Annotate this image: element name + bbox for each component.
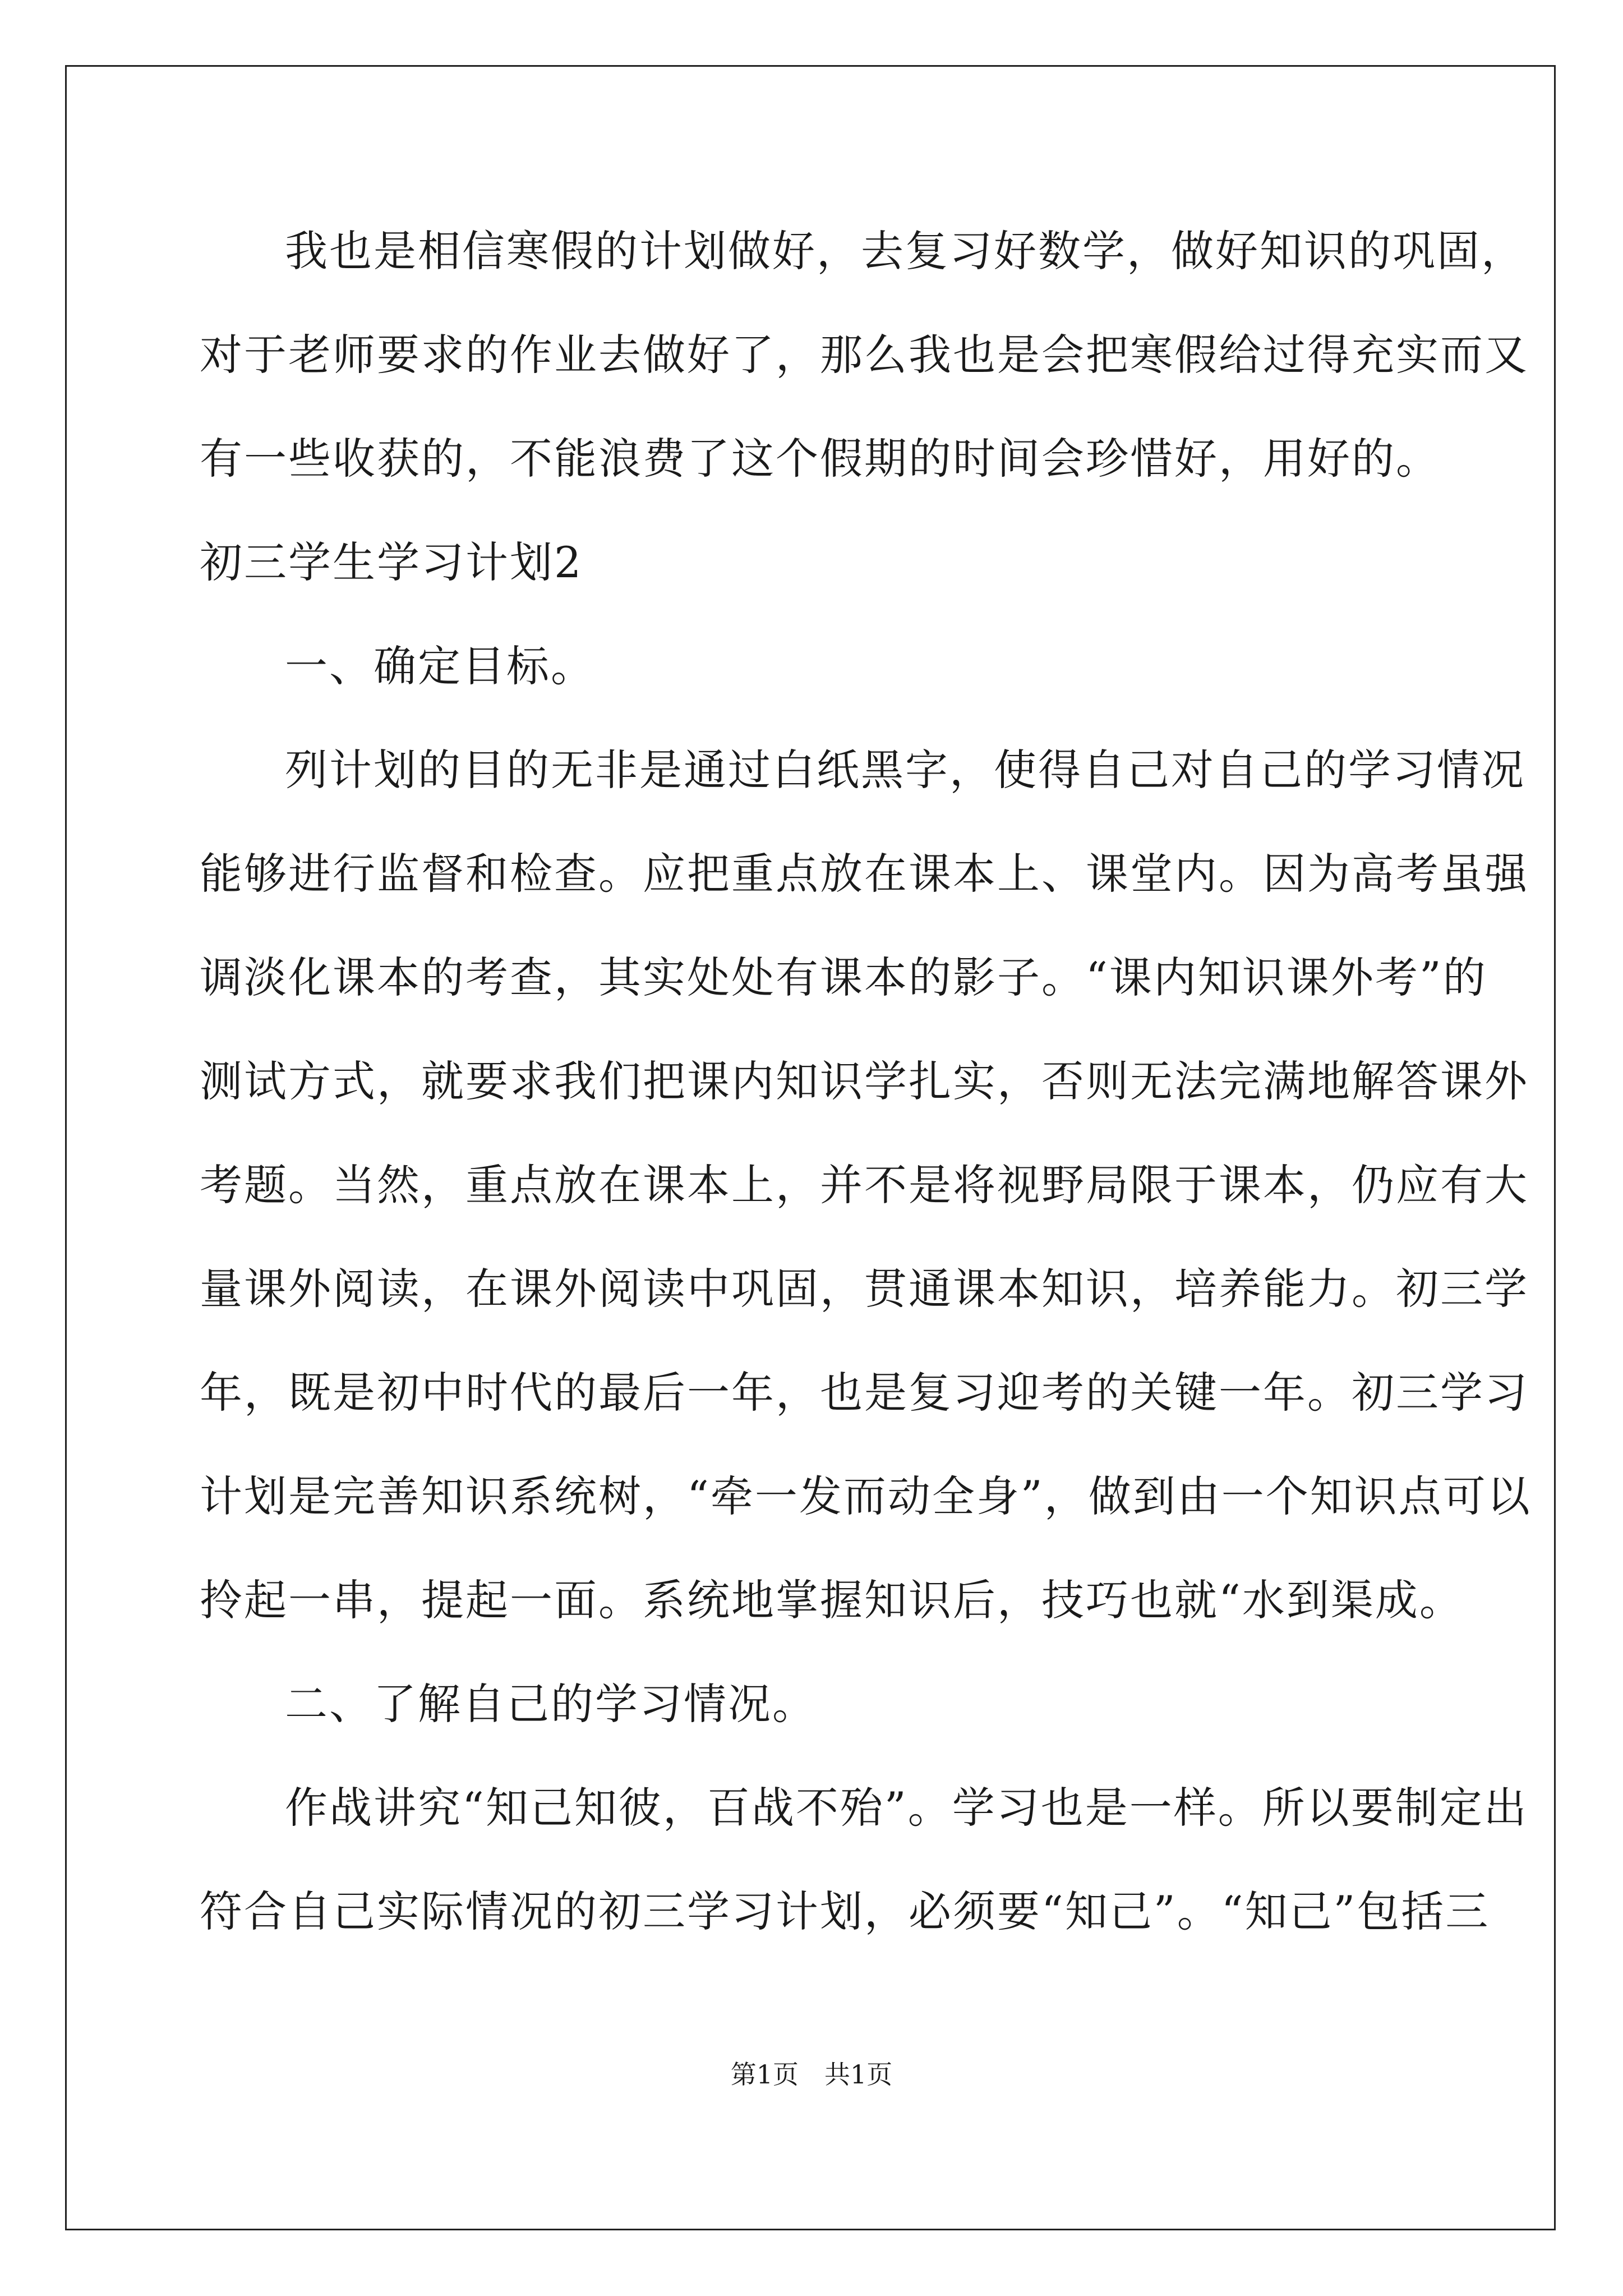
paragraph-line: 调淡化课本的考查，其实处处有课本的影子。“课内知识课外考”的 (200, 953, 1487, 1002)
section-heading: 二、了解自己的学习情况。 (285, 1679, 817, 1729)
paragraph-line: 列计划的目的无非是通过白纸黑字，使得自己对自己的学习情况 (285, 745, 1525, 795)
paragraph-line: 拎起一串，提起一面。系统地掌握知识后，技巧也就“水到渠成。 (200, 1575, 1464, 1625)
section-heading: 一、确定目标。 (285, 641, 595, 691)
page-footer: 第1页 共1页 (730, 2059, 893, 2090)
paragraph-line: 计划是完善知识系统树，“牵一发而动全身”，做到由一个知识点可以 (200, 1471, 1532, 1521)
paragraph-line: 对于老师要求的作业去做好了，那么我也是会把寒假给过得充实而又 (200, 330, 1529, 380)
paragraph-line: 考题。当然，重点放在课本上，并不是将视野局限于课本，仍应有大 (200, 1160, 1529, 1210)
paragraph-line: 有一些收获的，不能浪费了这个假期的时间会珍惜好，用好的。 (200, 434, 1440, 484)
paragraph-line: 年，既是初中时代的最后一年，也是复习迎考的关键一年。初三学习 (200, 1368, 1529, 1418)
paragraph-line: 我也是相信寒假的计划做好，去复习好数学，做好知识的巩固， (285, 226, 1525, 276)
section-title: 初三学生学习计划2 (200, 537, 583, 587)
paragraph-line: 符合自己实际情况的初三学习计划，必须要“知己”。“知己”包括三 (200, 1887, 1490, 1936)
paragraph-line: 能够进行监督和检查。应把重点放在课本上、课堂内。因为高考虽强 (200, 849, 1529, 899)
paragraph-line: 作战讲究“知己知彼，百战不殆”。学习也是一样。所以要制定出 (285, 1783, 1528, 1833)
paragraph-line: 量课外阅读，在课外阅读中巩固，贯通课本知识，培养能力。初三学 (200, 1264, 1529, 1314)
paragraph-line: 测试方式，就要求我们把课内知识学扎实，否则无法完满地解答课外 (200, 1056, 1529, 1106)
